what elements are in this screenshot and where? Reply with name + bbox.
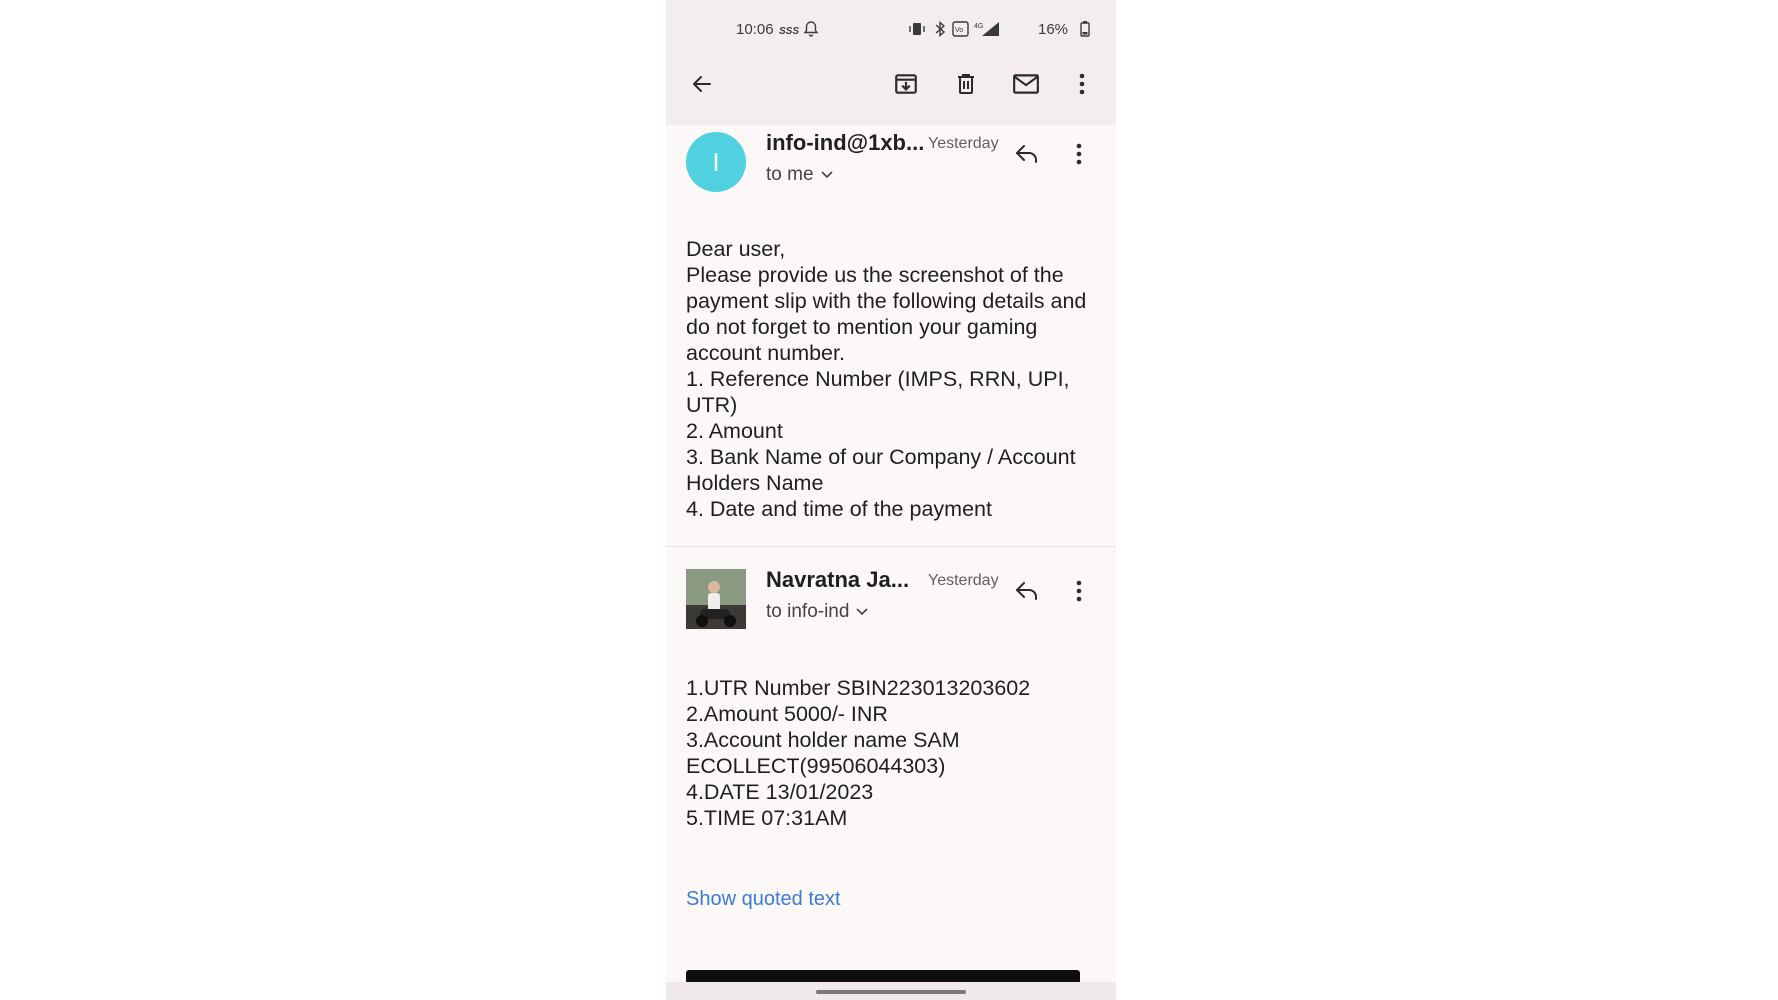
message-divider: [666, 546, 1116, 547]
message-body: [686, 236, 1106, 522]
more-vert-icon: [1078, 73, 1086, 95]
body-line: 4.DATE 13/01/2023: [686, 780, 874, 804]
message-header[interactable]: [666, 567, 1116, 647]
back-arrow-icon: [690, 72, 714, 96]
status-time: 10:06: [736, 21, 774, 38]
signal-4g-icon: [974, 20, 1000, 38]
mark-unread-icon: [1012, 72, 1040, 96]
volte-icon: [952, 20, 970, 38]
more-vert-icon: [1075, 580, 1083, 602]
sender-name: Navratna Ja...: [766, 567, 910, 592]
reply-button[interactable]: [1009, 573, 1045, 609]
body-line: 1.UTR Number SBIN223013203602: [686, 676, 1031, 700]
battery-percent: 16%: [1038, 21, 1069, 38]
message-body: [686, 675, 1106, 831]
body-line: 4. Date and time of the payment: [686, 497, 992, 521]
message-time: Yesterday: [928, 135, 999, 152]
archive-button[interactable]: [888, 66, 924, 102]
body-line: 2. Amount: [686, 419, 783, 443]
recipient-toggle[interactable]: [766, 164, 834, 186]
show-quoted-text-link[interactable]: Show quoted text: [686, 888, 841, 910]
avatar-letter: I: [712, 146, 720, 177]
app-bar: [666, 66, 1116, 106]
status-bar: [666, 18, 1116, 42]
body-line: Please provide us the screenshot of the payment slip with the following details and do not forget to mention your gaming account number.: [686, 263, 1093, 365]
back-button[interactable]: [684, 66, 720, 102]
recipient-toggle[interactable]: [766, 601, 869, 623]
reply-button[interactable]: [1009, 136, 1045, 172]
body-line: 2.Amount 5000/- INR: [686, 702, 888, 726]
avatar[interactable]: [686, 132, 746, 192]
sender-name: info-ind@1xb...: [766, 130, 925, 155]
reply-icon: [1014, 580, 1040, 602]
body-line: 3. Bank Name of our Company / Account Holders Name: [686, 445, 1082, 495]
recipient-label: to info-ind: [766, 601, 850, 622]
svg-text:SSS: SSS: [779, 26, 800, 37]
body-line: 1. Reference Number (IMPS, RRN, UPI, UTR): [686, 367, 1076, 417]
message-more-button[interactable]: [1061, 573, 1097, 609]
svg-text:Vo: Vo: [955, 27, 964, 34]
bell-icon: [802, 20, 820, 38]
bluetooth-icon: [931, 20, 949, 38]
body-line: Dear user,: [686, 237, 786, 261]
phone-screen: [666, 0, 1116, 1000]
body-line: 3.Account holder name SAM ECOLLECT(99506044303): [686, 728, 966, 778]
delete-button[interactable]: [948, 66, 984, 102]
top-bar: [666, 0, 1116, 125]
more-vert-icon: [1075, 143, 1083, 165]
chevron-down-icon: [820, 170, 834, 180]
message-header[interactable]: [666, 130, 1116, 210]
message-time: Yesterday: [928, 572, 999, 589]
avatar[interactable]: [686, 569, 746, 629]
vibrate-icon: [908, 20, 926, 38]
home-indicator[interactable]: [816, 990, 966, 994]
body-line: 5.TIME 07:31AM: [686, 806, 848, 830]
archive-icon: [893, 71, 919, 97]
battery-icon: [1076, 20, 1094, 38]
delete-icon: [954, 71, 978, 97]
chevron-down-icon: [855, 607, 869, 617]
mark-unread-button[interactable]: [1008, 66, 1044, 102]
profile-photo: [686, 569, 746, 629]
recipient-label: to me: [766, 164, 814, 185]
carrier-icon: [778, 20, 800, 38]
message-more-button[interactable]: [1061, 136, 1097, 172]
reply-icon: [1014, 143, 1040, 165]
more-options-button[interactable]: [1064, 66, 1100, 102]
svg-text:4G: 4G: [974, 23, 984, 30]
